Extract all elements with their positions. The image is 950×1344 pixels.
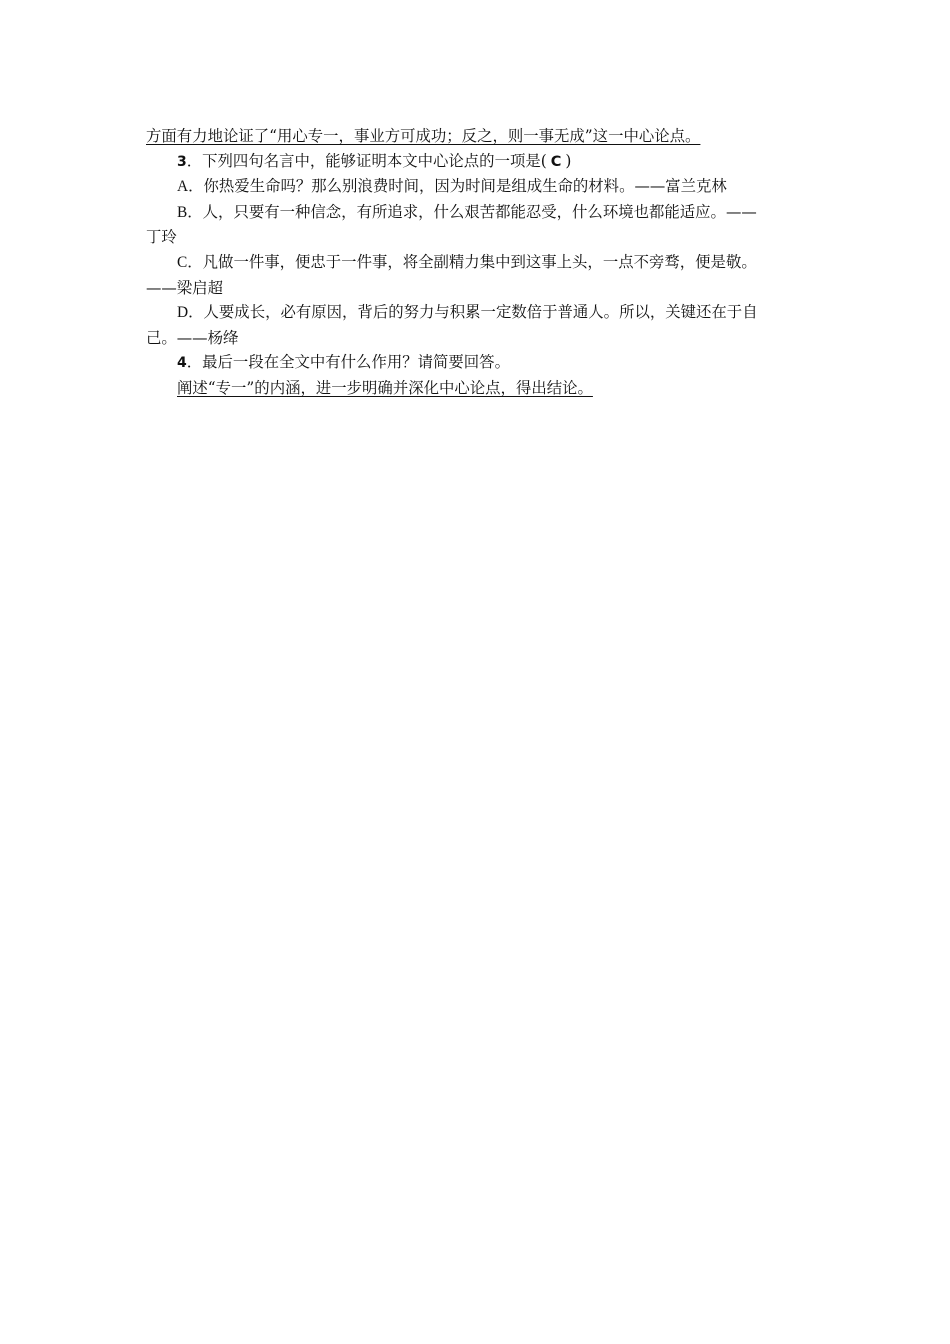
question-3-close-paren: ) (565, 151, 572, 170)
option-c-letter: C (177, 253, 188, 271)
option-c-continuation (146, 276, 810, 301)
question-4-prompt: ．最后一段在全文中有什么作用？请简要回答。 (186, 353, 510, 372)
question-4-answer-text: 阐述“专一”的内涵，进一步明确并深化中心论点，得出结论。 (177, 378, 593, 397)
option-a (146, 174, 810, 200)
option-b-continuation (146, 225, 810, 250)
question-3-number: 3 (177, 153, 187, 170)
option-d-text: ．人要成长，必有原因，背后的努力与积累一定数倍于普通人。所以，关键还在于自 (188, 303, 758, 322)
option-c-author: ——梁启超 (146, 278, 223, 297)
option-a-text: ．你热爱生命吗？那么别浪费时间，因为时间是组成生命的材料。——富兰克林 (188, 177, 727, 196)
question-3 (146, 149, 810, 175)
option-c-text: ．凡做一件事，便忠于一件事，将全副精力集中到这事上头，一点不旁骛，便是敬。 (187, 252, 757, 271)
option-c (146, 250, 810, 276)
option-d (146, 300, 810, 326)
answer-text-1: 方面有力地论证了“用心专一，事业方可成功；反之，则一事无成”这一中心论点。 (146, 127, 701, 145)
question-3-answer-choice: C (550, 153, 562, 170)
question-3-prompt: ．下列四句名言中，能够证明本文中心论点的一项是( (186, 151, 547, 170)
option-b-author: 丁玲 (146, 228, 177, 247)
answer-line-1 (146, 124, 810, 149)
option-d-author: 己。——杨绛 (146, 328, 239, 347)
option-b (146, 200, 810, 226)
option-d-continuation (146, 326, 810, 351)
option-d-letter: D (177, 304, 189, 322)
option-b-text: ．人，只要有一种信念，有所追求，什么艰苦都能忍受，什么环境也都能适应。—— (187, 202, 757, 221)
question-4-number: 4 (177, 355, 187, 372)
option-b-letter: B (177, 203, 188, 221)
question-4-answer (146, 376, 810, 401)
document-body (146, 124, 810, 401)
option-a-letter: A (177, 178, 189, 196)
question-4 (146, 350, 810, 376)
